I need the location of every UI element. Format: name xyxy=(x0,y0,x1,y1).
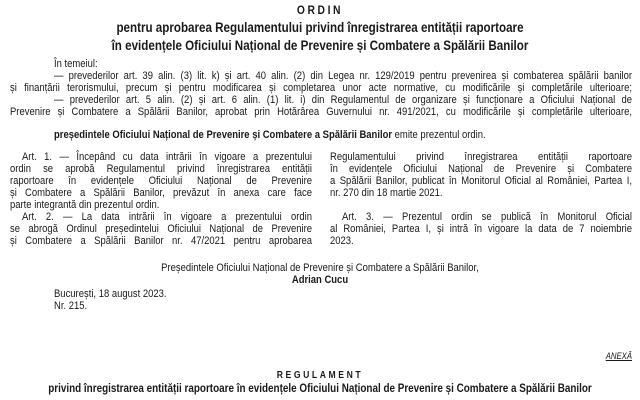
order-title: ORDIN xyxy=(296,3,344,17)
article-line: ordin se aprobă Regulamentul privind înregistrarea entității xyxy=(10,163,312,175)
issuer-name: președintele Oficiului Național de Prevenire și Combatere a Spălării Banilor xyxy=(54,129,393,141)
article-line: raportoare în evidențele Oficiului Național de Prevenire xyxy=(10,175,312,187)
issuer-line xyxy=(54,129,614,141)
order-number: Nr. 215. xyxy=(54,300,88,312)
regulation-subtitle: privind înregistrarea entității raportoare în evidențele Oficiului Național de Prevenire și Combatere a Spălării Banilor xyxy=(48,383,592,395)
article-line: al României, Partea I, și intră în vigoare la data de 7 noiembrie xyxy=(330,223,632,235)
article-line: Art. 3. — Prezentul ordin se publică în Monitorul Oficial xyxy=(342,211,632,223)
regulation-title: REGULAMENT xyxy=(276,370,364,381)
order-subtitle-line: în evidențele Oficiului Național de Prevenire și Combatere a Spălării Banilor xyxy=(111,38,529,53)
preamble-line: și finanțării terorismului, precum și pentru modificarea și completarea unor acte normative, cu modificările și completările ulterioare; xyxy=(10,82,632,94)
article-line: Regulamentului privind înregistrarea entității raportoare xyxy=(330,151,632,163)
article-line: și Combatere a Spălării Banilor, prevăzut în anexa care face xyxy=(10,187,312,199)
article-line: parte integrantă din prezentul ordin. xyxy=(10,199,160,211)
article-line: Art. 1. — Începând cu data intrării în vigoare a prezentului xyxy=(22,151,312,163)
article-line: a Spălării Banilor, publicat în Monitorul Oficial al României, Partea I, xyxy=(330,175,632,187)
article-line: se abrogă Ordinul președintelui Oficiului Național de Prevenire xyxy=(10,223,312,235)
issuer-action: emite prezentul ordin. xyxy=(392,129,486,141)
article-line: și Combatere a Spălării Banilor nr. 47/2021 pentru aprobarea xyxy=(10,235,312,247)
article-line: 2023. xyxy=(330,235,354,247)
preamble-line: — prevederilor art. 39 alin. (3) lit. k) și art. 40 alin. (2) din Legea nr. 129/2019 pentru prevenirea și combaterea spălării banilor xyxy=(54,70,632,82)
article-line: Art. 2. — La data intrării în vigoare a prezentului ordin xyxy=(22,211,312,223)
article-line: în evidențele Oficiului Național de Prevenire și Combatere xyxy=(330,163,632,175)
place-date: București, 18 august 2023. xyxy=(54,288,167,300)
signature-name: Adrian Cucu xyxy=(291,274,349,286)
signature-role: Președintele Oficiului Național de Prevenire și Combatere a Spălării Banilor, xyxy=(161,262,479,274)
preamble-line: Prevenire și Combatere a Spălării Banilor, aprobat prin Hotărârea Guvernului nr. 491/2021, cu modificările și completările ulterioare, xyxy=(10,106,632,118)
article-line: nr. 270 din 18 martie 2021. xyxy=(330,187,443,199)
annex-label: ANEXĂ xyxy=(605,351,632,361)
order-subtitle-line: pentru aprobarea Regulamentului privind înregistrarea entității raportoare xyxy=(116,20,524,35)
preamble-intro: În temeiul: xyxy=(54,58,98,70)
preamble-line: — prevederilor art. 5 alin. (2) și art. 6 alin. (1) lit. i) din Regulamentul de organizare și funcționare a Oficiului Național de xyxy=(54,94,632,106)
